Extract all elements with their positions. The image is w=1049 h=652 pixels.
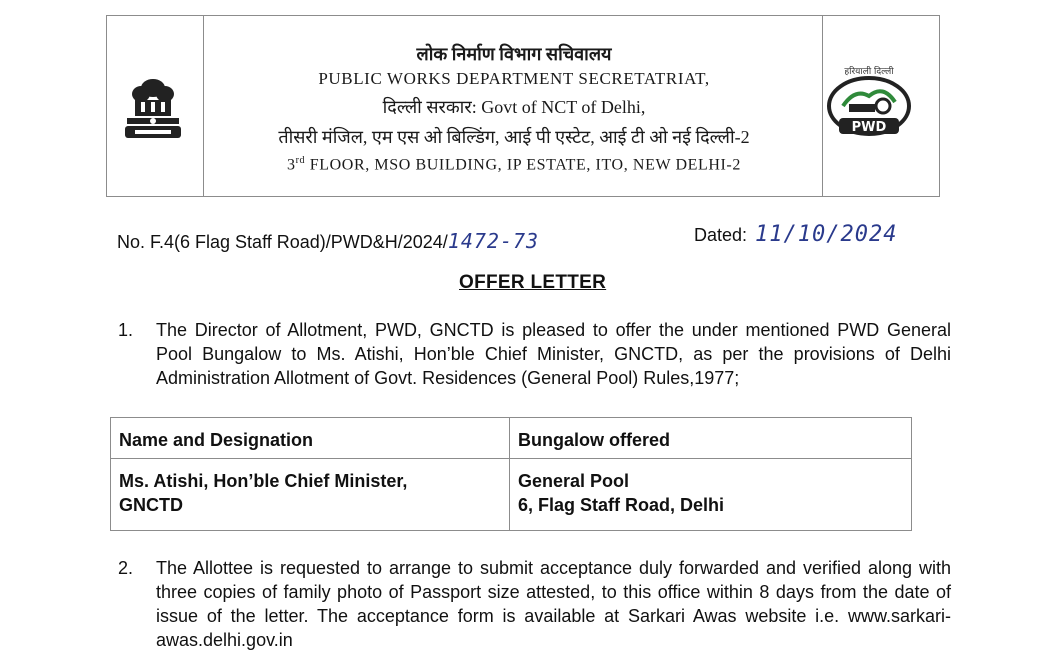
bungalow-line-1: General Pool — [518, 471, 630, 491]
govt-english: Govt of NCT of Delhi, — [481, 97, 646, 117]
letterhead-divider-left — [203, 16, 204, 196]
dated — [694, 222, 898, 247]
letterhead-address-english — [207, 155, 821, 174]
letterhead-address-hindi: तीसरी मंजिल, एम एस ओ बिल्डिंग, आई पी एस्टेट, आई टी ओ नई दिल्ली-2 — [278, 127, 750, 147]
allotment-table — [110, 417, 912, 531]
letterhead-text — [207, 42, 821, 174]
table-header-row — [111, 418, 912, 459]
govt-hindi: दिल्ली सरकार: — [382, 97, 477, 117]
letterhead-divider-right — [822, 16, 823, 196]
letterhead-govt-line — [207, 95, 821, 119]
pwd-logo-icon — [825, 62, 913, 142]
paragraph-2-text: The Allottee is requested to arrange to submit acceptance duly forwarded and verified along with three copies of family photo of Passport size attested, to this office within 8 days from the date of issue of the letter. The acceptance form is available at Sarkari Awas website i.e. www.sarkari-awas.delhi.gov.in — [156, 558, 951, 650]
paragraph-2-number: 2. — [118, 558, 134, 578]
table-cell-name — [111, 459, 510, 531]
table-cell-bungalow — [510, 459, 912, 531]
table-row — [111, 459, 912, 531]
reference-number-printed: No. F.4(6 Flag Staff Road)/PWD&H/2024/ — [117, 232, 448, 252]
name-line-1: Ms. Atishi, Hon’ble Chief Minister, — [119, 471, 408, 491]
letterhead — [106, 15, 940, 197]
reference-number — [117, 229, 539, 253]
paragraph-1-number: 1. — [118, 320, 134, 340]
name-line-2: GNCTD — [119, 495, 183, 515]
national-emblem-icon — [121, 74, 185, 140]
letterhead-hindi-title: लोक निर्माण विभाग सचिवालय — [416, 44, 612, 64]
paragraph-1-text: The Director of Allotment, PWD, GNCTD is pleased to offer the under mentioned PWD General Pool Bungalow to Ms. Atishi, Hon’ble Chief Minister, GNCTD, as per the provisions of Delhi Administration Allotment of Govt. Residences (General Pool) Rules,1977; — [156, 320, 951, 388]
bungalow-line-2: 6, Flag Staff Road, Delhi — [518, 495, 725, 515]
dated-label: Dated: — [694, 225, 748, 245]
pwd-logo-top-text: हरियाली दिल्ली — [844, 67, 894, 77]
address-floor-sup: rd — [295, 155, 306, 166]
table-header-bungalow: Bungalow offered — [510, 418, 912, 459]
reference-number-handwritten: 1472-73 — [447, 229, 540, 253]
letterhead-english-title: PUBLIC WORKS DEPARTMENT SECRETATRIAT, — [318, 69, 710, 88]
address-floor: 3 — [287, 156, 296, 174]
dated-handwritten: 11/10/2024 — [755, 222, 898, 247]
pwd-logo-text: PWD — [851, 120, 887, 135]
table-header-name: Name and Designation — [111, 418, 510, 459]
letter-title: OFFER LETTER — [459, 272, 607, 293]
address-english-text: FLOOR, MSO BUILDING, IP ESTATE, ITO, NEW DELHI-2 — [309, 156, 741, 174]
